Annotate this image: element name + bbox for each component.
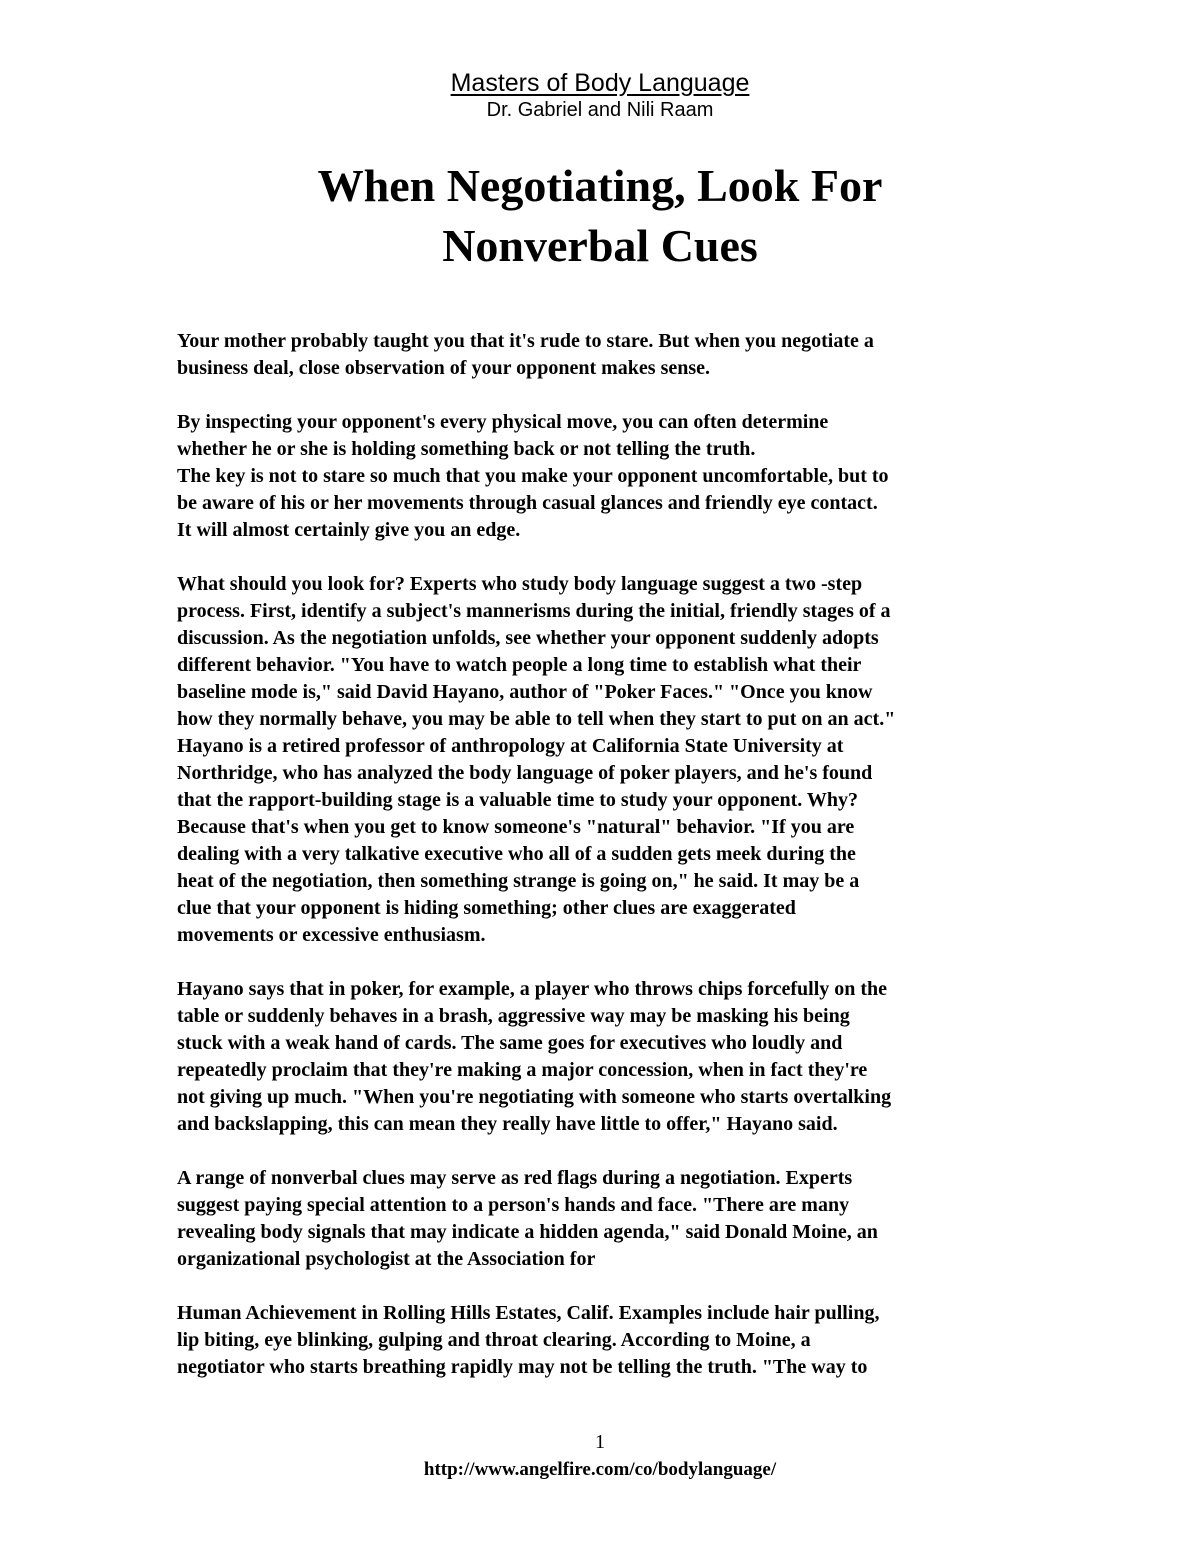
paragraph: [177, 976, 1007, 1138]
text-line: that the rapport-building stage is a valuable time to study your opponent. Why?: [177, 789, 859, 811]
text-line: organizational psychologist at the Association for: [177, 1248, 596, 1270]
text-line: It will almost certainly give you an edge.: [177, 519, 521, 541]
paragraph: [177, 328, 1007, 382]
text-line: movements or excessive enthusiasm.: [177, 924, 486, 946]
text-line: be aware of his or her movements through casual glances and friendly eye contact.: [177, 492, 878, 514]
paragraph: [177, 1300, 1007, 1381]
text-line: suggest paying special attention to a person's hands and face. "There are many: [177, 1194, 850, 1216]
text-line: repeatedly proclaim that they're making a major concession, when in fact they're: [177, 1059, 868, 1081]
text-line: different behavior. "You have to watch people a long time to establish what their: [177, 654, 862, 676]
text-line: process. First, identify a subject's mannerisms during the initial, friendly stages of a: [177, 600, 891, 622]
text-line: Because that's when you get to know someone's "natural" behavior. "If you are: [177, 816, 855, 838]
text-line: What should you look for? Experts who study body language suggest a two -step: [177, 573, 863, 595]
article-title-line: Nonverbal Cues: [442, 220, 758, 271]
article-title: [0, 156, 1200, 276]
text-line: The key is not to stare so much that you make your opponent uncomfortable, but to: [177, 465, 889, 487]
text-line: negotiator who starts breathing rapidly may not be telling the truth. "The way to: [177, 1356, 868, 1378]
article-title-line: When Negotiating, Look For: [317, 160, 883, 211]
text-line: discussion. As the negotiation unfolds, see whether your opponent suddenly adopts: [177, 627, 879, 649]
paragraph: [177, 1165, 1007, 1273]
text-line: not giving up much. "When you're negotiating with someone who starts overtalking: [177, 1086, 892, 1108]
series-title: Masters of Body Language: [450, 69, 750, 97]
text-line: heat of the negotiation, then something strange is going on," he said. It may be a: [177, 870, 860, 892]
text-line: lip biting, eye blinking, gulping and throat clearing. According to Moine, a: [177, 1329, 811, 1351]
text-line: Hayano is a retired professor of anthropology at California State University at: [177, 735, 844, 757]
page-number: 1: [595, 1431, 605, 1453]
text-line: A range of nonverbal clues may serve as red flags during a negotiation. Experts: [177, 1167, 853, 1189]
footer-url: http://www.angelfire.com/co/bodylanguage/: [423, 1459, 777, 1480]
text-line: dealing with a very talkative executive who all of a sudden gets meek during the: [177, 843, 856, 865]
text-line: business deal, close observation of your opponent makes sense.: [177, 357, 711, 379]
paragraph: [177, 409, 1007, 463]
text-line: whether he or she is holding something back or not telling the truth.: [177, 438, 756, 460]
text-line: Hayano says that in poker, for example, a player who throws chips forcefully on the: [177, 978, 888, 1000]
paragraph: [177, 463, 1007, 544]
text-line: By inspecting your opponent's every physical move, you can often determine: [177, 411, 829, 433]
text-line: and backslapping, this can mean they really have little to offer," Hayano said.: [177, 1113, 838, 1135]
text-line: Human Achievement in Rolling Hills Estates, Calif. Examples include hair pulling,: [177, 1302, 880, 1324]
text-line: baseline mode is," said David Hayano, author of "Poker Faces." "Once you know: [177, 681, 873, 703]
text-line: table or suddenly behaves in a brash, aggressive way may be masking his being: [177, 1005, 850, 1027]
article-body: [177, 328, 1007, 1408]
page-header: [0, 68, 1200, 122]
text-line: how they normally behave, you may be able to tell when they start to put on an act.": [177, 708, 896, 730]
text-line: stuck with a weak hand of cards. The same goes for executives who loudly and: [177, 1032, 843, 1054]
text-line: Your mother probably taught you that it's rude to stare. But when you negotiate a: [177, 330, 874, 352]
text-line: Northridge, who has analyzed the body language of poker players, and he's found: [177, 762, 873, 784]
text-line: revealing body signals that may indicate a hidden agenda," said Donald Moine, an: [177, 1221, 878, 1243]
author-names: Dr. Gabriel and Nili Raam: [486, 99, 714, 121]
paragraph: [177, 571, 1007, 949]
text-line: clue that your opponent is hiding something; other clues are exaggerated: [177, 897, 796, 919]
